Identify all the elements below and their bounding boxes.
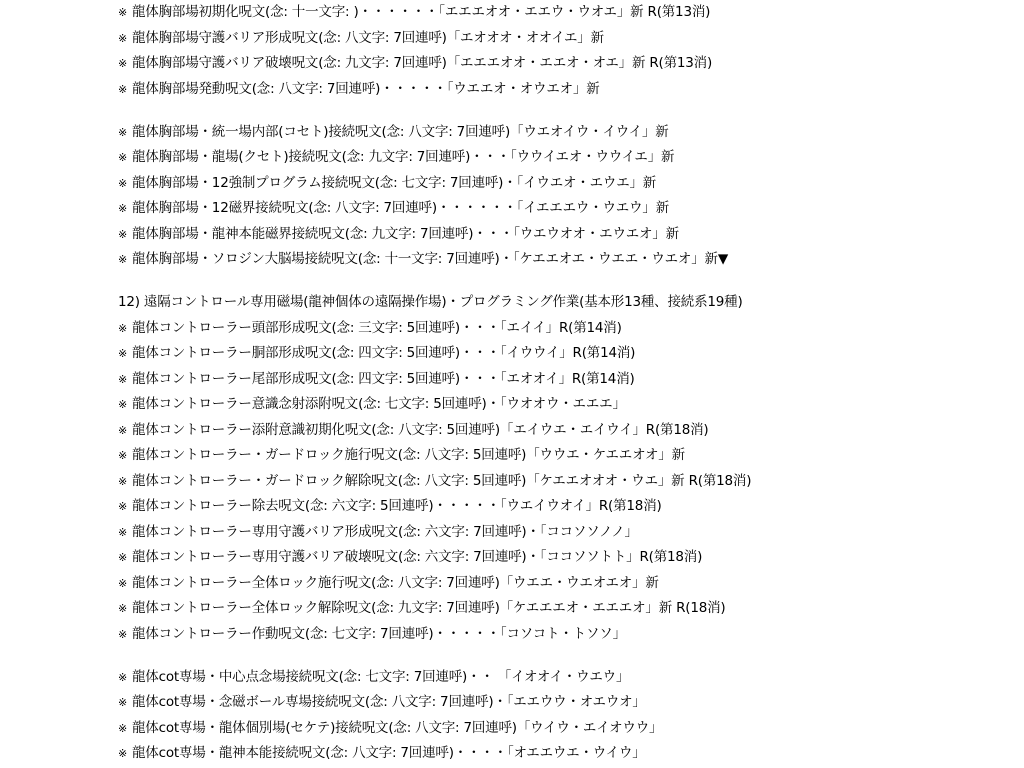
bullet-line: [118, 596, 1018, 622]
bullet-line: [118, 341, 1018, 367]
line-text: 龍体コントローラー胴部形成呪文(念: 四文字: 5回連呼)・・・「イウウイ」R(第14消): [132, 345, 636, 361]
bullet-line: [118, 26, 1018, 52]
bullet-line: [118, 222, 1018, 248]
line-text: 龍体胸部場・ソロジン大脳場接続呪文(念: 十一文字: 7回連呼)・「ケエエオエ・ウエエ・ウエオ」新▼: [132, 251, 729, 267]
reference-mark: ※: [118, 721, 128, 735]
reference-mark: ※: [118, 551, 128, 564]
reference-mark: ※: [118, 398, 128, 411]
line-text: 龍体cot専場・龍体個別場(セケテ)接続呪文(念: 八文字: 7回連呼)「ウイウ・エイオウウ」: [132, 719, 663, 736]
bullet-line: [118, 0, 1018, 26]
bullet-line: [118, 145, 1018, 171]
bullet-line: [118, 51, 1018, 77]
reference-mark: ※: [118, 670, 128, 684]
section-heading: 12) 遠隔コントロール専用磁場(龍神個体の遠隔操作場)・プログラミング作業(基本形13種、接続系19種): [118, 294, 743, 310]
reference-mark: ※: [118, 82, 128, 96]
bullet-line: [118, 571, 1018, 597]
reference-mark: ※: [118, 602, 128, 615]
reference-mark: ※: [118, 176, 128, 190]
reference-mark: ※: [118, 125, 128, 139]
reference-mark: ※: [118, 696, 128, 709]
bullet-line: [118, 716, 1018, 742]
line-text: 龍体cot専場・念磁ボール専場接続呪文(念: 八文字: 7回連呼)・「エエウウ・オエウオ」: [132, 694, 646, 710]
bullet-line: [118, 741, 1018, 767]
reference-mark: ※: [118, 449, 128, 462]
bullet-line: [118, 367, 1018, 393]
line-text: 龍体コントローラー全体ロック解除呪文(念: 九文字: 7回連呼)「ケエエエオ・エエエオ」新 R(18消): [132, 600, 726, 616]
paragraph-gap: [118, 647, 1018, 665]
reference-mark: ※: [118, 347, 128, 360]
bullet-line: [118, 77, 1018, 103]
line-text: 龍体コントローラー頭部形成呪文(念: 三文字: 5回連呼)・・・「エイイ」R(第14消): [132, 319, 622, 336]
line-text: 龍体胸部場初期化呪文(念: 十一文字: )・・・・・・「エエエオオ・エエウ・ウオエ」新 R(第13消): [132, 4, 711, 20]
reference-mark: ※: [118, 321, 128, 335]
bullet-line: [118, 494, 1018, 520]
line-text: 龍体胸部場・龍場(クセト)接続呪文(念: 九文字: 7回連呼)・・・「ウウイエオ・ウウイエ」新: [132, 149, 675, 165]
line-text: 龍体胸部場・12強制プログラム接続呪文(念: 七文字: 7回連呼)・「イウエオ・エウエ」新: [132, 174, 657, 191]
reference-mark: ※: [118, 423, 128, 437]
bullet-line: [118, 545, 1018, 571]
reference-mark: ※: [118, 372, 128, 386]
bullet-line: [118, 196, 1018, 222]
bullet-line: [118, 247, 1018, 273]
line-text: 龍体コントローラー除去呪文(念: 六文字: 5回連呼)・・・・・「ウエイウオイ」R(第18消): [132, 498, 662, 514]
line-text: 龍体コントローラー意識念射添附呪文(念: 七文字: 5回連呼)・「ウオオウ・エエエ」: [132, 396, 626, 412]
reference-mark: ※: [118, 576, 128, 590]
reference-mark: ※: [118, 151, 128, 164]
reference-mark: ※: [118, 227, 128, 241]
bullet-line: [118, 120, 1018, 146]
bullet-line: [118, 171, 1018, 197]
line-text: 龍体胸部場・12磁界接続呪文(念: 八文字: 7回連呼)・・・・・・「イエエエウ・ウエウ」新: [132, 200, 669, 216]
bullet-line: [118, 520, 1018, 546]
line-text: 龍体コントローラー全体ロック施行呪文(念: 八文字: 7回連呼)「ウエエ・ウエオエオ」新: [132, 574, 659, 591]
reference-mark: ※: [118, 474, 128, 488]
line-text: 龍体胸部場守護バリア形成呪文(念: 八文字: 7回連呼)「エオオオ・オオイエ」新: [132, 29, 604, 46]
reference-mark: ※: [118, 202, 128, 215]
line-text: 龍体cot専場・中心点念場接続呪文(念: 七文字: 7回連呼)・・ 「イオオイ・ウエウ」: [132, 668, 630, 685]
line-text: 龍体コントローラー作動呪文(念: 七文字: 7回連呼)・・・・・「コソコト・トソソ」: [132, 625, 626, 642]
bullet-line: [118, 392, 1018, 418]
reference-mark: ※: [118, 6, 128, 19]
reference-mark: ※: [118, 57, 128, 70]
document-body: [118, 0, 1018, 767]
bullet-line: [118, 316, 1018, 342]
paragraph-gap: [118, 102, 1018, 120]
reference-mark: ※: [118, 253, 128, 266]
paragraph-gap: [118, 273, 1018, 291]
bullet-line: [118, 622, 1018, 648]
line-text: 龍体胸部場発動呪文(念: 八文字: 7回連呼)・・・・・「ウエエオ・オウエオ」新: [132, 80, 600, 97]
line-text: 龍体コントローラー・ガードロック施行呪文(念: 八文字: 5回連呼)「ウウエ・ケエエオオ」新: [132, 447, 685, 463]
bullet-line: [118, 418, 1018, 444]
line-text: 龍体cot専場・龍神本能接続呪文(念: 八文字: 7回連呼)・・・・「オエエウエ・ウイウ」: [132, 745, 646, 761]
bullet-line: [118, 690, 1018, 716]
line-text: 龍体コントローラー専用守護バリア形成呪文(念: 六文字: 7回連呼)・「ココソソノノ」: [132, 523, 638, 540]
bullet-line: [118, 443, 1018, 469]
line-text: 龍体コントローラー専用守護バリア破壊呪文(念: 六文字: 7回連呼)・「ココソソトト」R(第18消): [132, 549, 703, 565]
reference-mark: ※: [118, 627, 128, 641]
reference-mark: ※: [118, 747, 128, 760]
line-text: 龍体コントローラー・ガードロック解除呪文(念: 八文字: 5回連呼)「ケエエオオオ・ウエ」新 R(第18消): [132, 472, 752, 489]
line-text: 龍体胸部場・龍神本能磁界接続呪文(念: 九文字: 7回連呼)・・・「ウエウオオ・エウエオ」新: [132, 225, 679, 242]
bullet-line: [118, 665, 1018, 691]
line-text: 龍体コントローラー添附意識初期化呪文(念: 八文字: 5回連呼)「エイウエ・エイウイ」R(第18消): [132, 421, 709, 438]
reference-mark: ※: [118, 525, 128, 539]
line-text: 龍体胸部場・統一場内部(コセト)接続呪文(念: 八文字: 7回連呼)「ウエオイウ・イウイ」新: [132, 123, 669, 140]
line-text: 龍体胸部場守護バリア破壊呪文(念: 九文字: 7回連呼)「エエエオオ・エエオ・オエ」新 R(第13消): [132, 55, 713, 71]
reference-mark: ※: [118, 500, 128, 513]
line-text: 龍体コントローラー尾部形成呪文(念: 四文字: 5回連呼)・・・「エオオイ」R(第14消): [132, 370, 635, 387]
bullet-line: [118, 469, 1018, 495]
reference-mark: ※: [118, 31, 128, 45]
